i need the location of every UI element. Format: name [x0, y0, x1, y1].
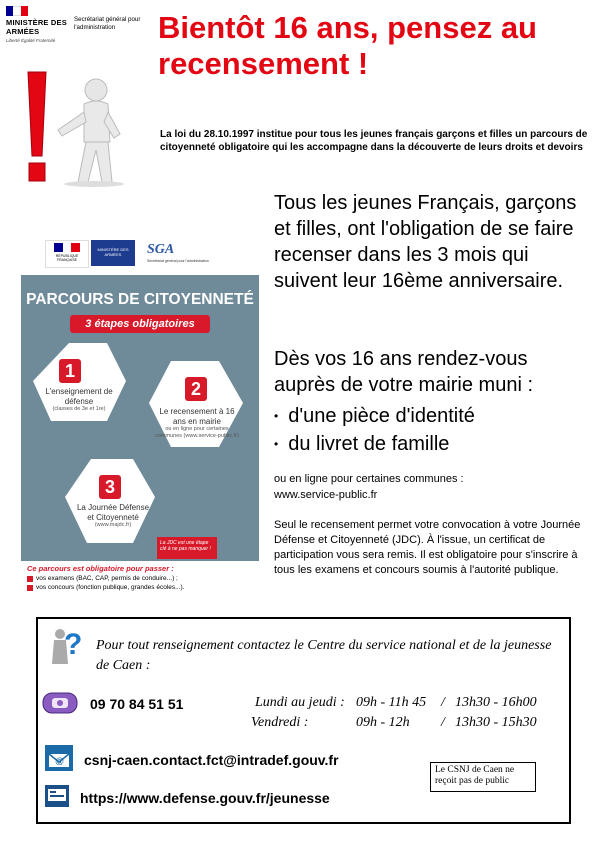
step-2-text: Le recensement à 16 ans en mairie ou en ligne pour certaines communes (www.service-public.fr) [155, 407, 239, 439]
contact-intro: Pour tout renseignement contactez le Centre du service national et de la jeunesse de Caen : [96, 638, 552, 673]
page-title: Bientôt 16 ans, pensez au recensement ! [158, 10, 537, 81]
list-item: vos examens (BAC, CAP, permis de conduire...) ; [27, 575, 259, 582]
poster-ministry-logo: MINISTÈRE DES ARMÉES [91, 240, 135, 266]
svg-text:@: @ [55, 756, 65, 766]
citizenship-poster [21, 231, 259, 603]
phone-number[interactable]: 09 70 84 51 51 [90, 696, 184, 712]
step-number: 2 [185, 377, 207, 401]
republic-motto: Liberté Égalité Fraternité [6, 38, 56, 43]
checkbox-icon [27, 585, 33, 591]
poster-bottom-heading: Ce parcours est obligatoire pour passer : [27, 564, 174, 573]
french-flag-icon [6, 6, 28, 16]
email-icon [44, 744, 74, 772]
jdc-key-tag: La JDC est une étape clé à ne pas manquer ! [157, 537, 217, 559]
step-number: 3 [99, 475, 121, 499]
hours-pm: 13h30 - 16h00 [455, 695, 537, 710]
website-icon [44, 784, 70, 808]
sga-logo: SGA [147, 242, 175, 257]
list-item: vos concours (fonction publique, grandes écoles...). [27, 584, 259, 591]
poster-title: PARCOURS DE CITOYENNETÉ [26, 291, 254, 308]
ministry-logo [6, 6, 68, 60]
poster-badge: 3 étapes obligatoires [70, 315, 210, 333]
hours-separator: / [441, 715, 445, 730]
step-1-text: L'enseignement de défense (classes de 3e et 1re) [45, 387, 113, 412]
hours-separator: / [441, 695, 445, 710]
sga-subtitle: Secrétariat général pour l'administration [147, 259, 209, 263]
hours-am: 09h - 11h 45 [356, 695, 427, 710]
online-line: ou en ligne pour certaines communes : [274, 473, 464, 485]
hours-pm: 13h30 - 15h30 [455, 715, 537, 730]
jdc-paragraph: Seul le recensement permet votre convocation à votre Journée Défense et Citoyenneté (JDC). À l'issue, un certificat de participation vous sera remis. Il est obligatoire pour s'inscrire à tous les examens et concours soumis à l'autorité publique. [274, 519, 581, 576]
svg-text:?: ? [64, 628, 83, 661]
checkbox-icon [27, 576, 33, 582]
service-public-link[interactable]: www.service-public.fr [274, 489, 378, 501]
poster-bottom [21, 561, 259, 603]
ministry-name: MINISTÈRE DES ARMÉES [6, 18, 67, 36]
bullet-identity: d'une pièce d'identité [288, 405, 475, 427]
website-link[interactable]: https://www.defense.gouv.fr/jeunesse [80, 790, 330, 806]
phone-icon [42, 692, 78, 714]
obligation-paragraph: Tous les jeunes Français, garçons et filles, ont l'obligation de se faire recenser dans les 3 mois qui suivent leur 16ème anniversaire. [274, 192, 577, 292]
exclamation-figure-icon [12, 68, 152, 190]
bullet-family-book: du livret de famille [288, 433, 450, 455]
mairie-paragraph: Dès vos 16 ans rendez-vous auprès de votre mairie muni : [274, 348, 534, 396]
hours-days: Vendredi : [251, 715, 309, 730]
email-link[interactable]: csnj-caen.contact.fct@intradef.gouv.fr [84, 752, 339, 768]
hours-am: 09h - 12h [356, 715, 410, 730]
bullet-list [274, 403, 584, 457]
list-item: • du livret de famille [274, 433, 450, 455]
list-item: • d'une pièce d'identité [274, 405, 475, 427]
hours-days: Lundi au jeudi : [255, 695, 345, 710]
question-mark-icon [46, 624, 86, 668]
republic-logo: RÉPUBLIQUE FRANÇAISE [45, 240, 89, 268]
law-text: La loi du 28.10.1997 institue pour tous les jeunes français garçons et filles un parcours de citoyenneté obligatoire qui les accompagne dans la découverte de leurs droits et devoirs [160, 129, 588, 153]
csnj-note: Le CSNJ de Caen ne reçoit pas de public [430, 762, 536, 792]
step-3-text: La Journée Défense et Citoyenneté (www.majdc.fr) [76, 503, 150, 528]
step-number: 1 [59, 359, 81, 383]
secretariat-label: Secrétariat général pour l'administration [74, 16, 141, 31]
